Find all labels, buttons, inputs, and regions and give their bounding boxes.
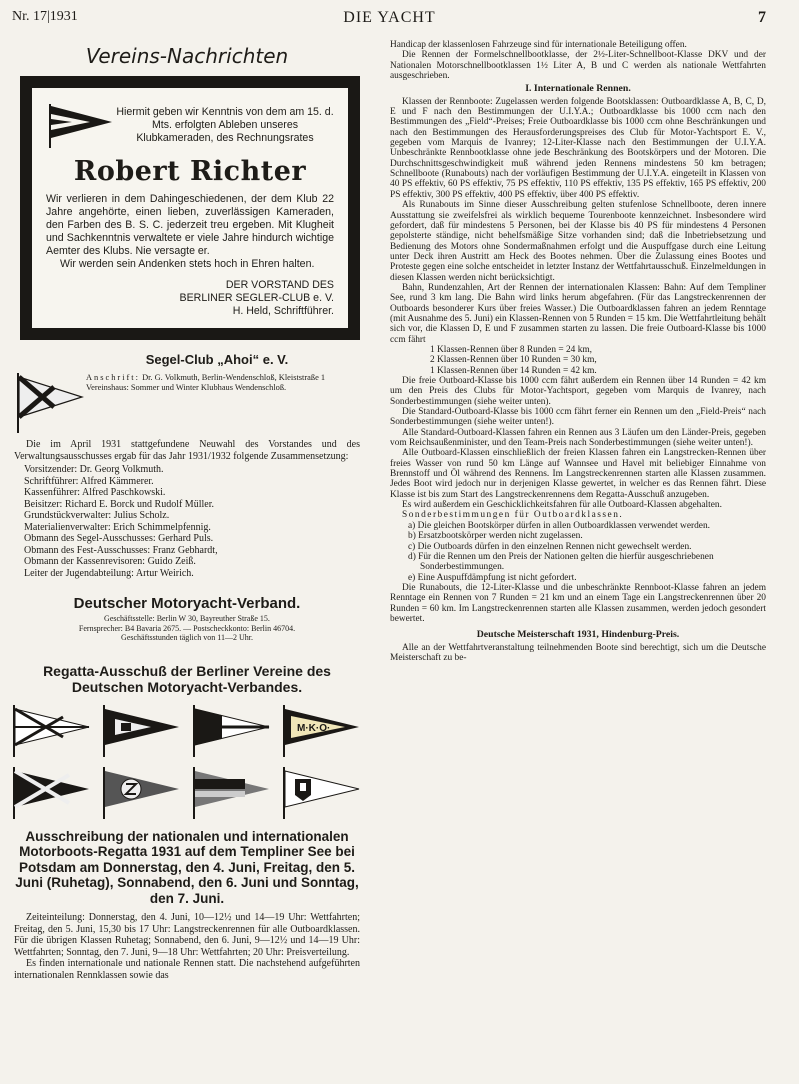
list-item: Obmann der Kassenrevisoren: Guido Zeiß. <box>24 556 196 567</box>
right-column <box>390 40 766 663</box>
schedule-text: Zeiteinteilung: Donnerstag, den 4. Juni, 10—12½ und 14—19 Uhr: Wettfahrten; Freitag, den 5. Juni, 15,30 bis 17 Uhr: Langstreckenrennen für alle Outboardklassen. Für die übrigen Klassen Ruhetag; Sonnabend, den 6. Juni, 9—12½ und 14—19 Uhr: Wettfahrten; Sonntag, den 7. Juni, 9—18 Uhr: Wettfahrten; 20 Uhr: Preisverteilung. <box>14 912 360 958</box>
flag-icon <box>11 765 93 819</box>
club-house: Vereinshaus: Sommer und Winter Klubhaus Wendenschloß. <box>86 383 287 392</box>
list-item: 1 Klassen-Rennen über 14 Runden = 42 km. <box>430 365 597 376</box>
list-item: Kassenführer: Alfred Paschkowski. <box>24 487 166 498</box>
rules-list <box>390 521 766 583</box>
flag-icon <box>281 765 363 819</box>
dmv-office: Geschäftsstelle: Berlin W 30, Bayreuther Straße 15. <box>104 614 270 623</box>
list-item: Materialienverwalter: Erich Schimmelpfennig. <box>24 521 211 533</box>
list-item: 2 Klassen-Rennen über 10 Runden = 30 km, <box>430 355 597 366</box>
paragraph: Alle Standard-Outboard-Klassen fahren ein Rennen aus 3 Läufen um den Länder-Preis, gegeben vom Reichsaußenminister, und den Team-Preis nach Sonderbestimmungen (siehe weiter unten!). <box>390 427 766 449</box>
list-item: Vorsitzender: Dr. Georg Volkmuth. <box>24 464 164 475</box>
signature-line-1: DER VORSTAND DES <box>225 279 334 291</box>
paragraph: Handicap der klassenlosen Fahrzeuge sind für internationale Beteiligung offen. <box>390 40 687 50</box>
paragraph: Die Rennen der Formelschnellbootklasse, der 2½-Liter-Schnellboot-Klasse DKV und der Nationalen Motorschnellbootklassen 1½ Liter A, B und C werden als nationale Wettfahrten ausgeschrieben. <box>390 50 766 82</box>
closing-text: Es finden internationale und nationale Rennen statt. Die nachstehend aufgeführten internationalen Rennklassen sowie das <box>14 958 360 981</box>
paragraph: Die Runabouts, die 12-Liter-Klasse und die unbeschränkte Rennboot-Klasse fahren an jedem Renntage ein Rennen von 7 Runden = 21 km und an einem Tage ein Langstreckenrennen über 20 Runden = 60 km. Im Langstreckenrennen starten alle Klassen zusammen, werden jedoch gesondert bewertet. <box>390 582 766 624</box>
issue-number: Nr. 17|1931 <box>12 9 78 24</box>
paragraph: Es wird außerdem ein Geschicklichkeitsfahren für alle Outboard-Klassen abgehalten. <box>402 500 722 511</box>
paragraph: Die freie Outboard-Klasse bis 1000 ccm fährt außerdem ein Rennen über 14 Runden = 42 km um den Preis des Clubs für Motor-Yachtsport, gegeben vom Marquis de Ivanrey, nach Sonderbestimmungen (siehe weiter unten). <box>390 376 766 407</box>
paragraph: Klassen der Rennboote: Zugelassen werden folgende Bootsklassen: Outboardklasse A, B, C, D, E und F nach den Bestimmungen der U.I.Y.A.; Outboardklasse bis 1000 ccm nach den Bestimmungen des „Field“-Preises; Freie Outboardklasse bis 1000 ccm ohne Beschränkungen und nach den Bestimmungen des Herausforderungspreises des Club für Motor-Yachtsport E. V., gegeben vom Marquis de Ivanrey; 12-Liter-Klasse nach den Bestimmungen der U.I.Y.A. Unbeschränkte Rennbootklasse ohne jede Beschränkung des Bootskörpers und der Motoren. Die Durchschnittsgeschwindigkeit muß während jeden Rennens mindestens 50 km betragen; Schnellboote (Runabouts) nach der vorläufigen Bestimmung der U.I.Y.A. eingeteilt in Klassen von 40 PS effektiv, 60 PS effektiv, 75 PS effektiv, 110 PS effektiv, 135 PS effektiv, 165 PS effektiv, 200 PS effektiv, 300 PS effektiv, 400 PS effektiv, über 400 PS effektiv. <box>390 96 766 200</box>
club-address: Dr. G. Volkmuth, Berlin-Wendenschloß, Kleiststraße 1 <box>142 373 326 382</box>
section-heading-international: I. Internationale Rennen. <box>525 83 631 95</box>
board-member-list <box>24 464 360 579</box>
page-number: 7 <box>758 9 767 26</box>
list-item: Beisitzer: Richard E. Borck und Rudolf Müller. <box>24 498 214 510</box>
special-rules-heading: Sonderbestimmungen für Outboardklassen. <box>402 510 624 521</box>
page-header <box>12 9 767 29</box>
club-flags-grid <box>14 703 360 819</box>
regatta-section <box>14 663 360 982</box>
dmv-phone: Fernsprecher: B4 Bavaria 2675. — Postscheckkonto: Berlin 46704. <box>78 623 296 633</box>
paragraph: Die Standard-Outboard-Klasse bis 1000 ccm fährt ferner ein Rennen um den „Field-Preis“ nach Sonderbestimmungen (siehe weiter unten!). <box>390 407 766 428</box>
paragraph: Alle an der Wettfahrtveranstaltung teilnehmenden Boote sind berechtigt, sich um die Deutsche Meisterschaft zu be- <box>390 642 766 663</box>
paragraph: Bahn, Rundenzahlen, Art der Rennen der internationalen Klassen: Bahn: Auf dem Templiner See, rund 3 km lang. Die Bahn wird links herum abgefahren. (Für das Langstreckenrennen der Outboards besonderer Kurs über freies Wasser.) Die Outboardklassen fahren an jedem Renntage (mit Ausnahme des 5. Juni) ein Klassen-Rennen von 5 Runden = 15 km. Die Wettfahrtleitung behält sich vor, die Klassen D, E und F zusammen starten zu lassen. Die freie Outboard-Klasse bis 1000 ccm fährt <box>390 282 766 345</box>
list-item: a) Die gleichen Bootskörper dürfen in allen Outboardklassen verwendet werden. <box>408 520 710 531</box>
obituary-intro: Hiermit geben wir Kenntnis von dem am 15. d. Mts. erfolgten Ableben unseres Klubkameraden, des Rechnungsrates <box>116 105 334 144</box>
list-item: Grundstückverwalter: Julius Scholz. <box>24 510 170 521</box>
deceased-name: Robert Richter <box>73 156 307 187</box>
address-label: Anschrift: <box>86 373 140 382</box>
list-item: Obmann des Fest-Ausschusses: Franz Gebhardt, <box>24 544 218 556</box>
election-intro: Die im April 1931 stattgefundene Neuwahl des Vorstandes und des Verwaltungsausschusses ergab für das Jahr 1931/1932 folgende Zusammensetzung: <box>14 439 360 462</box>
dmv-title: Deutscher Motoryacht-Verband. <box>73 595 301 612</box>
club-pennant-icon <box>46 100 116 150</box>
flag-icon <box>11 703 93 757</box>
list-item: Obmann des Segel-Ausschusses: Gerhard Puls. <box>24 533 214 544</box>
flag-icon <box>101 765 183 819</box>
dmv-section <box>14 595 360 643</box>
paragraph: Als Runabouts im Sinne dieser Ausschreibung gelten stufenlose Schnellboote, deren innere Ausstattung sie zweifelsfrei als wirklich bequeme Tourenboote kennzeichnet. Insbesondere wird gefordert, daß für mindestens 5 Personen, bei der Klasse bis 40 PS für mindestens 4 Personen gepolsterte ständige, nicht behelfsmäßige Sitze vorhanden sind; daß die Inbetriebsetzung und Bedienung des Motors ohne Sondermaßnahmen erfolgt und die Auspuffgase durch eine Leitung unter Deck ihren Austritt am Heck des Bootes nehmen. Über die Zulassung eines Bootes und Proteste gegen eine solche entscheidet in letzter Instanz der Wettfahrtausschuß. Einzelmeldungen in diesen Klassen werden nicht berücksichtigt. <box>390 200 766 283</box>
mko-flag-icon <box>281 703 363 757</box>
magazine-title: DIE YACHT <box>343 9 436 26</box>
obituary-signature <box>46 279 334 318</box>
obituary-text: Wir verlieren in dem Dahingeschiedenen, der dem Klub 22 Jahre angehörte, einen lieben, zuverlässigen Kameraden, den Farben des B. S. C. jederzeit treu ergeben. Mit Klugheit und Sachkenntnis verwaltete er viele Jahre hindurch wichtige Aemter des Klubs. Nie versagte er. <box>46 193 334 257</box>
flag-icon <box>101 703 183 757</box>
signature-line-3: H. Held, Schriftführer. <box>232 305 334 317</box>
obituary-notice <box>20 76 360 340</box>
list-item: Schriftführer: Alfred Kämmerer. <box>24 475 154 487</box>
paragraph: Alle Outboard-Klassen einschließlich der freien Klassen fahren ein Langstrecken-Rennen über freies Wasser von rund 50 km Länge auf Wannsee und Havel mit beliebiger Einnahme von Brennstoff und Öl während des Rennens. Im Langstreckenrennen starten alle Klassen zusammen. Jedes Boot wird jedoch nur in derjenigen Klasse gewertet, in welcher es das Rennen fährt. Diese Klasse ist bis zum Start des Langstreckenrennens dem Regatta-Ausschuß anzugeben. <box>390 448 766 500</box>
club-title: Segel-Club „Ahoi“ e. V. <box>145 352 289 367</box>
signature-line-2: BERLINER SEGLER-CLUB e. V. <box>179 292 334 304</box>
flag-icon <box>191 765 273 819</box>
list-item: c) Die Outboards dürfen in den einzelnen Rennen nicht gewechselt werden. <box>408 541 692 552</box>
race-list <box>390 345 766 376</box>
regatta-announcement: Ausschreibung der nationalen und internationalen Motorboots-Regatta 1931 auf dem Templiner See bei Potsdam am Donnerstag, den 4. Juni, Freitag, den 5. Juni (Ruhetag), Sonnabend, den 6. Juni und Sonntag, den 7. Juni. <box>15 828 359 906</box>
list-item: d) Für die Rennen um den Preis der Nationen gelten die hierfür ausgeschriebenen Sonderbestimmungen. <box>408 551 714 573</box>
obituary-closing: Wir werden sein Andenken stets hoch in Ehren halten. <box>60 258 315 270</box>
regatta-title: Regatta-Ausschuß der Berliner Vereine des Deutschen Motoryacht-Verbandes. <box>43 662 331 695</box>
list-item: e) Eine Auspuffdämpfung ist nicht gefordert. <box>408 572 577 583</box>
list-item: 1 Klassen-Rennen über 8 Runden = 24 km, <box>430 344 593 355</box>
left-column <box>14 40 360 981</box>
flag-icon <box>191 703 273 757</box>
dmv-hours: Geschäftsstunden täglich von 11—2 Uhr. <box>121 633 253 642</box>
list-item: b) Ersatzbootskörper werden nicht zugelassen. <box>408 531 583 542</box>
mko-label: M·K·O· <box>297 722 331 734</box>
list-item: Leiter der Jugendabteilung: Artur Weirich. <box>24 567 194 579</box>
club-section <box>14 352 360 579</box>
section-heading-championship: Deutsche Meisterschaft 1931, Hindenburg-Preis. <box>476 629 680 641</box>
section-title: Vereins-Nachrichten <box>85 44 289 68</box>
club-burgee-icon <box>14 373 86 433</box>
